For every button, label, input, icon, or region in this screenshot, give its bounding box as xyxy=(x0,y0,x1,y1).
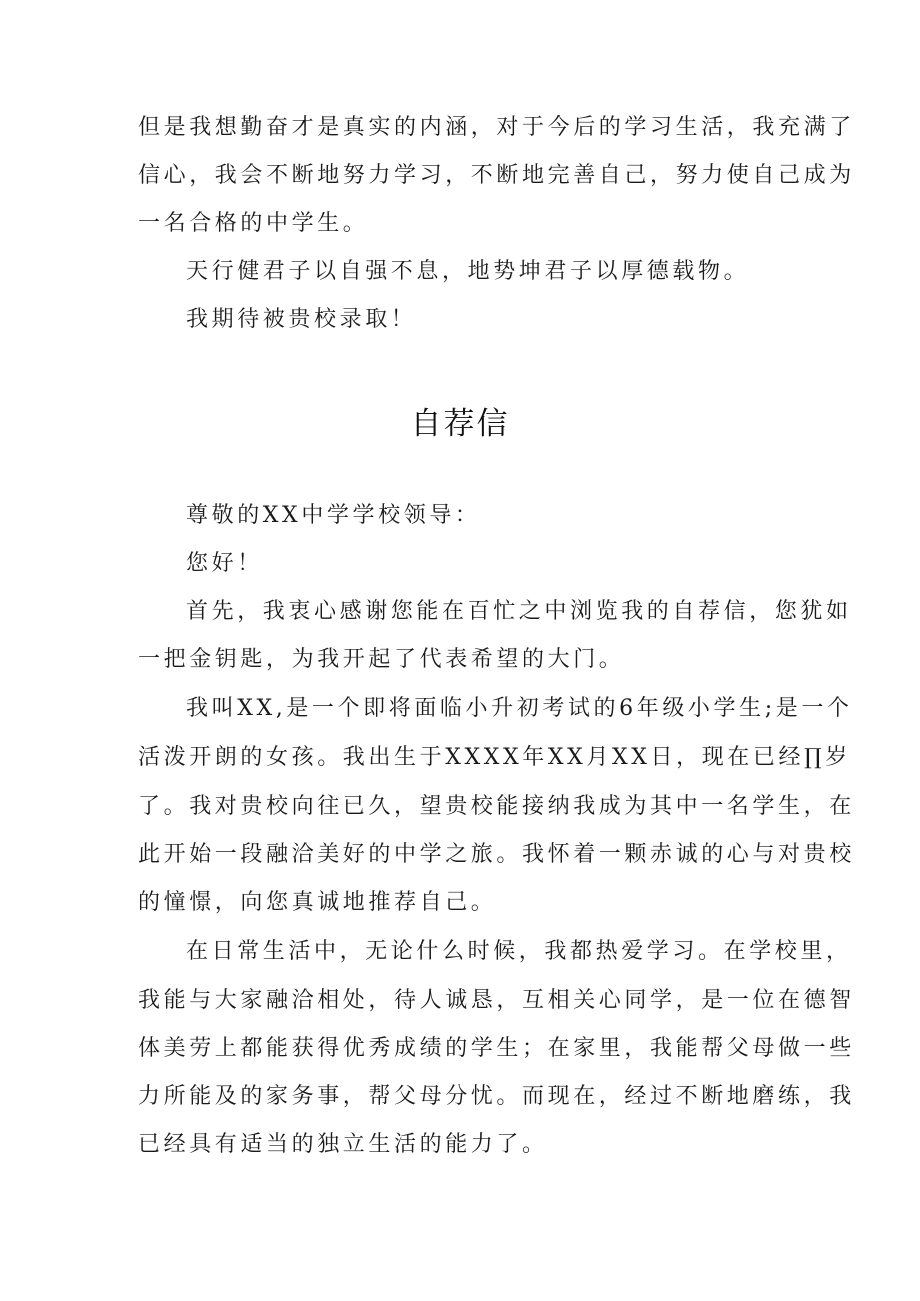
greeting: 您好！ xyxy=(186,551,263,576)
text-line: 已经具有适当的独立生活的能力了。 xyxy=(138,1132,548,1157)
text-line: 我能与大家融洽相处，待人诚恳，互相关心同学，是一位在德智 xyxy=(138,988,855,1013)
text-line: 我期待被贵校录取！ xyxy=(186,307,417,332)
text-line: 首先，我衷心感谢您能在百忙之中浏览我的自荐信，您犹如 xyxy=(186,599,852,624)
text-line: 我叫XX,是一个即将面临小升初考试的6年级小学生;是一个 xyxy=(186,696,853,721)
text-line: 的憧憬，向您真诚地推荐自己。 xyxy=(138,890,497,915)
text-line: 天行健君子以自强不息，地势坤君子以厚德载物。 xyxy=(186,259,750,284)
text-line: 一名合格的中学生。 xyxy=(138,211,369,236)
salutation: 尊敬的XX中学学校领导： xyxy=(186,503,481,528)
text-line: 在日常生活中，无论什么时候，我都热爱学习。在学校里， xyxy=(186,939,852,964)
text-line: 力所能及的家务事，帮父母分忧。而现在，经过不断地磨练，我 xyxy=(138,1084,855,1109)
page-title: 自荐信 xyxy=(410,406,510,442)
text-line: 活泼开朗的女孩。我出生于XXXX年XX月XX日，现在已经∏岁 xyxy=(138,745,851,770)
text-line: 了。我对贵校向往已久，望贵校能接纳我成为其中一名学生，在 xyxy=(138,794,855,819)
text-line: 信心，我会不断地努力学习，不断地完善自己，努力使自己成为 xyxy=(138,163,855,188)
text-line: 体美劳上都能获得优秀成绩的学生；在家里，我能帮父母做一些 xyxy=(138,1036,855,1061)
text-line: 此开始一段融洽美好的中学之旅。我怀着一颗赤诚的心与对贵校 xyxy=(138,842,855,867)
text-line: 一把金钥匙，为我开起了代表希望的大门。 xyxy=(138,647,625,672)
text-line: 但是我想勤奋才是真实的内涵，对于今后的学习生活，我充满了 xyxy=(138,115,855,140)
